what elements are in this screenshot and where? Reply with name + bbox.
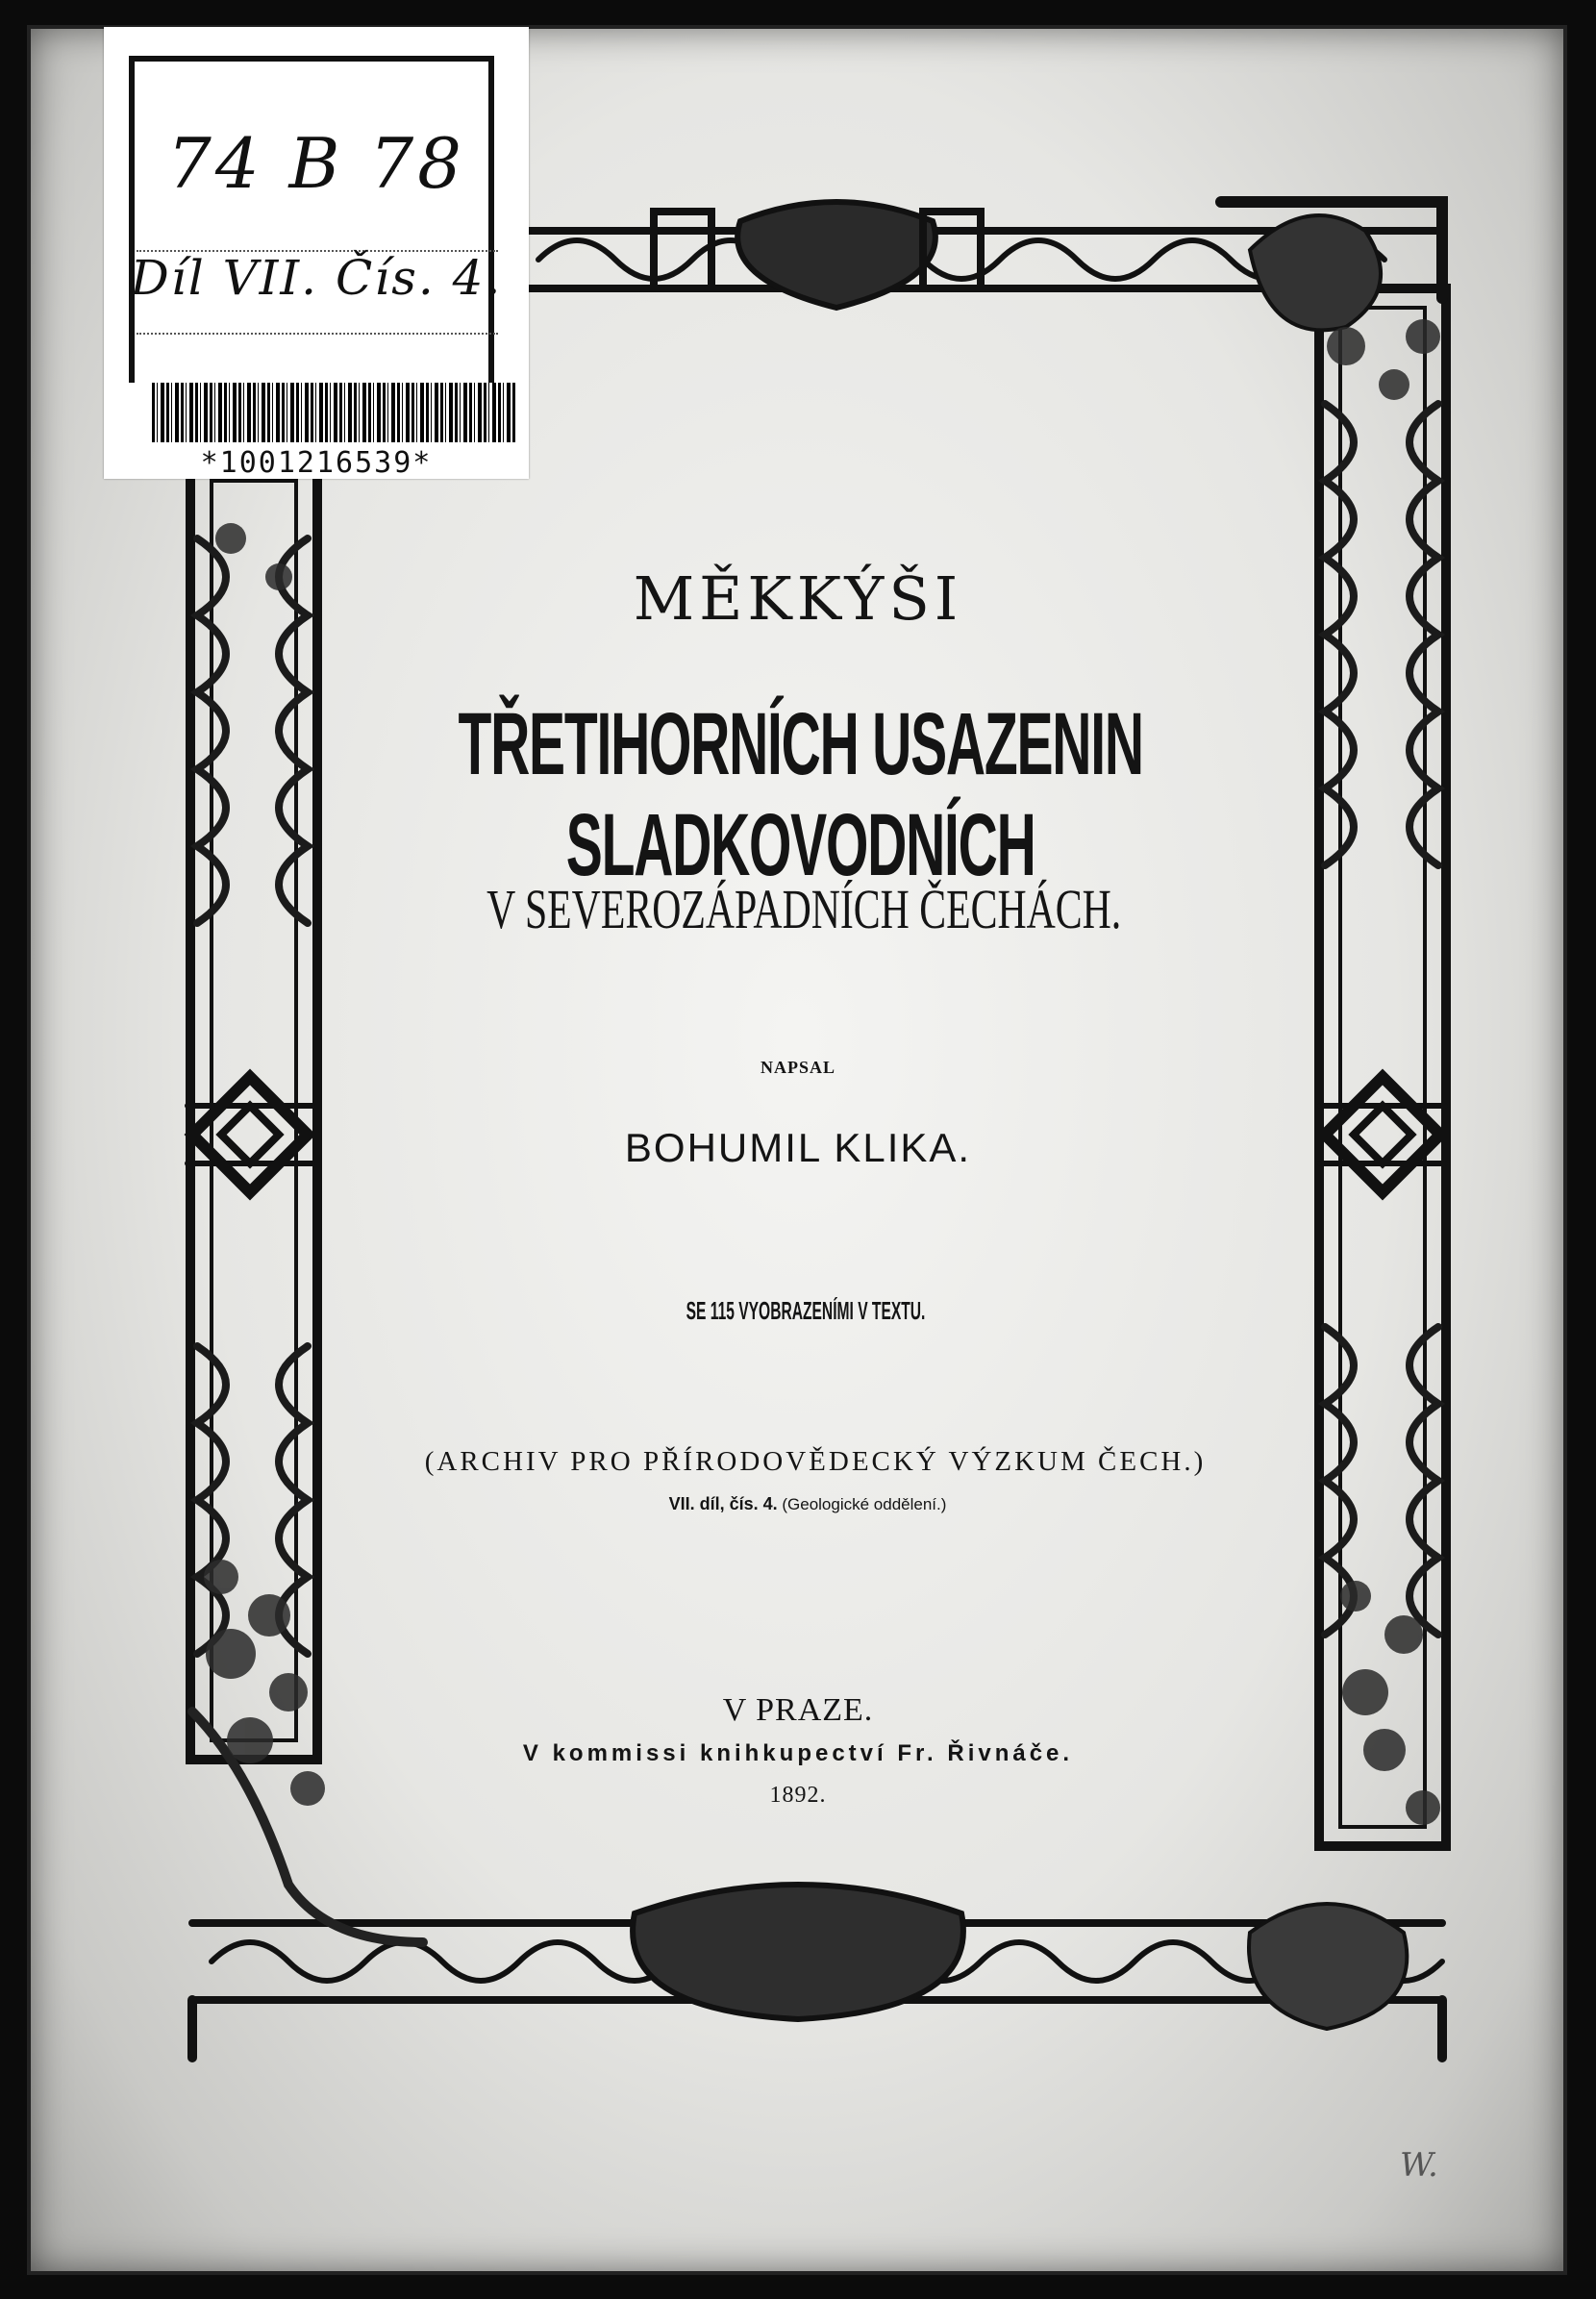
left-border-column xyxy=(187,462,317,1760)
series-section: (Geologické oddělení.) xyxy=(782,1495,947,1513)
library-call-number-label xyxy=(104,27,529,479)
series-volume-line xyxy=(10,1494,1596,1514)
volume-number: Díl VII. Čís. 4. xyxy=(130,250,503,306)
title-third-line: V SEVEROZÁPADNÍCH ČECHÁCH. xyxy=(486,878,1122,940)
label-divider xyxy=(137,333,498,335)
illustrations-note: SE 115 VYOBRAZENÍMI V TEXTU. xyxy=(686,1296,926,1325)
handwritten-mark: W. xyxy=(1400,2146,1438,2185)
barcode xyxy=(152,383,517,442)
author-name: BOHUMIL KLIKA. xyxy=(624,1125,972,1170)
shelf-mark: 74 B 78 xyxy=(167,123,465,204)
byline-label: NAPSAL xyxy=(760,1058,835,1077)
publisher: V kommissi knihkupectví Fr. Řivnáče. xyxy=(522,1740,1074,1766)
publication-place: V PRAZE. xyxy=(722,1692,874,1728)
title-main: MĚKKÝŠI xyxy=(633,563,963,634)
publication-year: 1892. xyxy=(769,1783,827,1808)
barcode-number: *1001216539* xyxy=(200,446,433,480)
series-title: (ARCHIV PRO PŘÍRODOVĚDECKÝ VÝZKUM ČECH.) xyxy=(424,1446,1207,1477)
title-second-line: TŘETIHORNÍCH USAZENIN SLADKOVODNÍCH xyxy=(458,695,1143,894)
top-border-band xyxy=(519,202,1442,330)
series-volume: VII. díl, čís. 4. xyxy=(668,1494,778,1513)
